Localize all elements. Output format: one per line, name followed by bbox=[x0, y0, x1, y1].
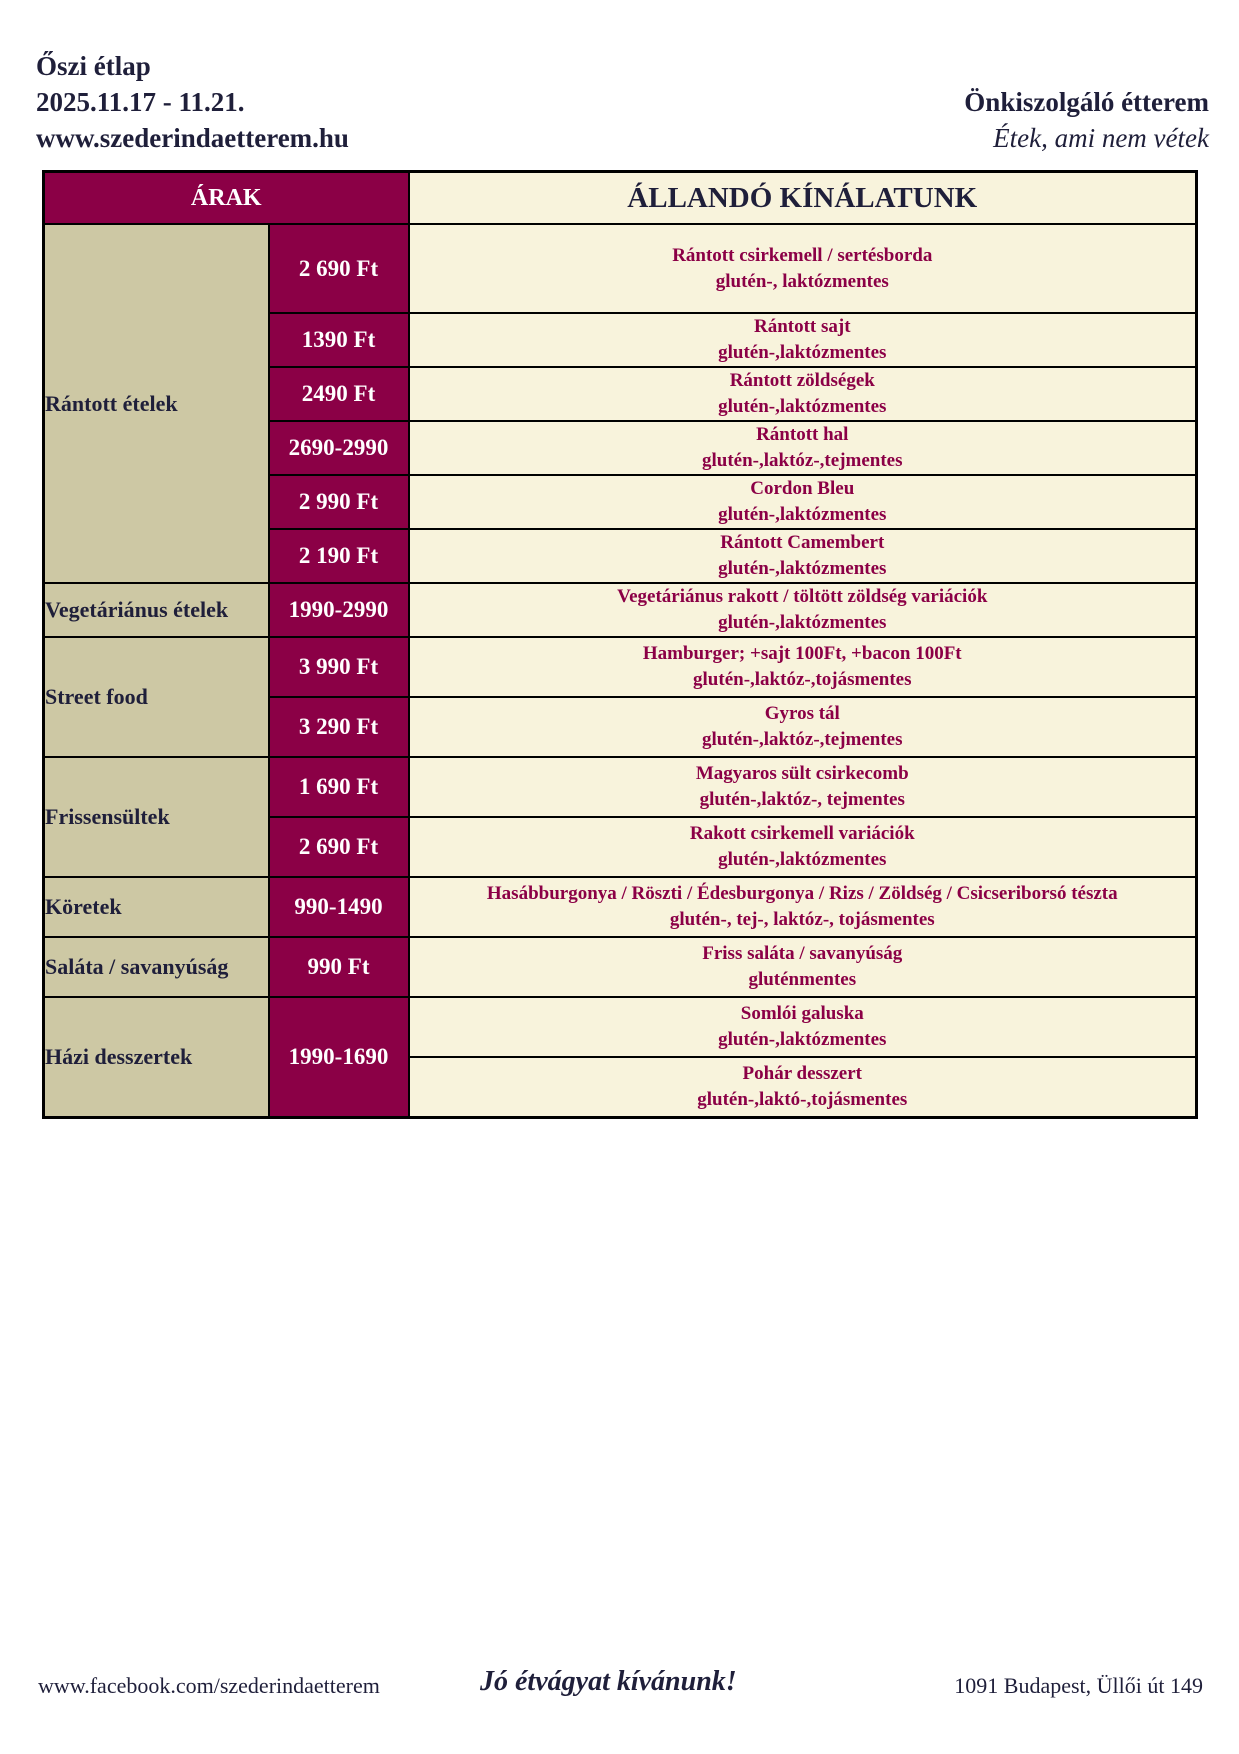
category-koretek: Köretek bbox=[44, 877, 269, 937]
price-cell: 2490 Ft bbox=[269, 367, 409, 421]
menu-item bbox=[409, 1057, 1197, 1117]
item-note: glutén-, tej-, laktóz-, tojásmentes bbox=[669, 909, 935, 930]
table-row bbox=[44, 583, 1197, 637]
item-note: glutén-,laktózmentes bbox=[718, 558, 887, 579]
menu-item bbox=[409, 757, 1197, 817]
item-name: Magyaros sült csirkecomb bbox=[695, 763, 909, 784]
table-header-row bbox=[44, 172, 1197, 225]
table-row bbox=[44, 937, 1197, 997]
item-name: Rántott hal bbox=[756, 424, 849, 445]
item-name: Cordon Bleu bbox=[750, 478, 855, 499]
item-name: Pohár desszert bbox=[742, 1062, 862, 1084]
item-note: glutén-,laktóz-,tejmentes bbox=[702, 729, 903, 750]
item-name: Vegetáriánus rakott / töltött zöldség variációk bbox=[617, 586, 988, 607]
offer-header: ÁLLANDÓ KÍNÁLATUNK bbox=[409, 172, 1197, 225]
prices-header: ÁRAK bbox=[44, 172, 409, 225]
table-row bbox=[44, 757, 1197, 817]
menu-item bbox=[409, 997, 1197, 1057]
item-note: glutén-,laktózmentes bbox=[718, 849, 887, 870]
item-name: Gyros tál bbox=[764, 703, 840, 724]
menu-item bbox=[409, 313, 1197, 367]
price-cell: 990-1490 bbox=[269, 877, 409, 937]
item-name: Somlói galuska bbox=[740, 1003, 864, 1024]
category-street-food: Street food bbox=[44, 637, 269, 757]
item-note: glutén-,laktózmentes bbox=[718, 1029, 887, 1050]
price-cell: 1990-1690 bbox=[269, 997, 409, 1117]
item-name: Rántott sajt bbox=[753, 316, 851, 337]
menu-title: Őszi étlap bbox=[36, 51, 151, 81]
website-link[interactable]: www.szederindaetterem.hu bbox=[36, 123, 349, 153]
category-frissensultek: Frissensültek bbox=[44, 757, 269, 877]
restaurant-type: Önkiszolgáló étterem bbox=[964, 87, 1209, 117]
item-name: Rántott csirkemell / sertésborda bbox=[672, 244, 933, 266]
table-row bbox=[44, 877, 1197, 937]
item-name: Rántott zöldségek bbox=[729, 370, 875, 391]
greeting: Jó étvágyat kívánunk! bbox=[480, 1666, 737, 1697]
menu-item bbox=[409, 877, 1197, 937]
menu-item bbox=[409, 583, 1197, 637]
price-cell: 2690-2990 bbox=[269, 421, 409, 475]
item-note: glutén-, laktózmentes bbox=[715, 270, 889, 292]
menu-item bbox=[409, 421, 1197, 475]
item-name: Rakott csirkemell variációk bbox=[689, 823, 915, 844]
category-desszertek: Házi desszertek bbox=[44, 997, 269, 1117]
price-cell: 1 690 Ft bbox=[269, 757, 409, 817]
menu-item bbox=[409, 475, 1197, 529]
item-note: glutén-,laktó-,tojásmentes bbox=[697, 1088, 908, 1110]
menu-table bbox=[42, 170, 1198, 1119]
address: 1091 Budapest, Üllői út 149 bbox=[954, 1673, 1203, 1698]
slogan: Étek, ami nem vétek bbox=[993, 123, 1209, 153]
item-note: glutén-,laktóz-,tojásmentes bbox=[693, 669, 912, 690]
table-row bbox=[44, 637, 1197, 697]
category-salata: Saláta / savanyúság bbox=[44, 937, 269, 997]
table-row bbox=[44, 997, 1197, 1057]
price-cell: 2 990 Ft bbox=[269, 475, 409, 529]
item-name: Rántott Camembert bbox=[720, 532, 885, 553]
price-cell: 990 Ft bbox=[269, 937, 409, 997]
menu-item bbox=[409, 937, 1197, 997]
header-right bbox=[964, 84, 1209, 156]
item-note: gluténmentes bbox=[748, 969, 857, 990]
menu-item bbox=[409, 367, 1197, 421]
category-vegetarian: Vegetáriánus ételek bbox=[44, 583, 269, 637]
facebook-link[interactable]: www.facebook.com/szederindaetterem bbox=[38, 1673, 380, 1698]
item-note: glutén-,laktózmentes bbox=[718, 396, 887, 417]
price-cell: 1390 Ft bbox=[269, 313, 409, 367]
price-cell: 1990-2990 bbox=[269, 583, 409, 637]
category-rantott: Rántott ételek bbox=[44, 224, 269, 583]
menu-dates: 2025.11.17 - 11.21. bbox=[36, 87, 245, 117]
table-row bbox=[44, 224, 1197, 313]
menu-item bbox=[409, 697, 1197, 757]
item-name: Hamburger; +sajt 100Ft, +bacon 100Ft bbox=[642, 643, 962, 664]
price-cell: 2 190 Ft bbox=[269, 529, 409, 583]
menu-item bbox=[409, 529, 1197, 583]
item-note: glutén-,laktóz-, tejmentes bbox=[699, 789, 905, 810]
menu-item bbox=[409, 637, 1197, 697]
price-cell: 2 690 Ft bbox=[269, 224, 409, 313]
price-cell: 3 990 Ft bbox=[269, 637, 409, 697]
price-cell: 3 290 Ft bbox=[269, 697, 409, 757]
item-note: glutén-,laktózmentes bbox=[718, 342, 887, 363]
item-note: glutén-,laktózmentes bbox=[718, 612, 887, 633]
menu-item bbox=[409, 817, 1197, 877]
header-left bbox=[36, 48, 349, 156]
item-note: glutén-,laktóz-,tejmentes bbox=[702, 450, 903, 471]
item-name: Friss saláta / savanyúság bbox=[702, 943, 903, 964]
item-name: Hasábburgonya / Röszti / Édesburgonya / Rizs / Zöldség / Csicseriborsó tészta bbox=[486, 883, 1118, 904]
menu-item bbox=[409, 224, 1197, 313]
item-note: glutén-,laktózmentes bbox=[718, 504, 887, 525]
price-cell: 2 690 Ft bbox=[269, 817, 409, 877]
